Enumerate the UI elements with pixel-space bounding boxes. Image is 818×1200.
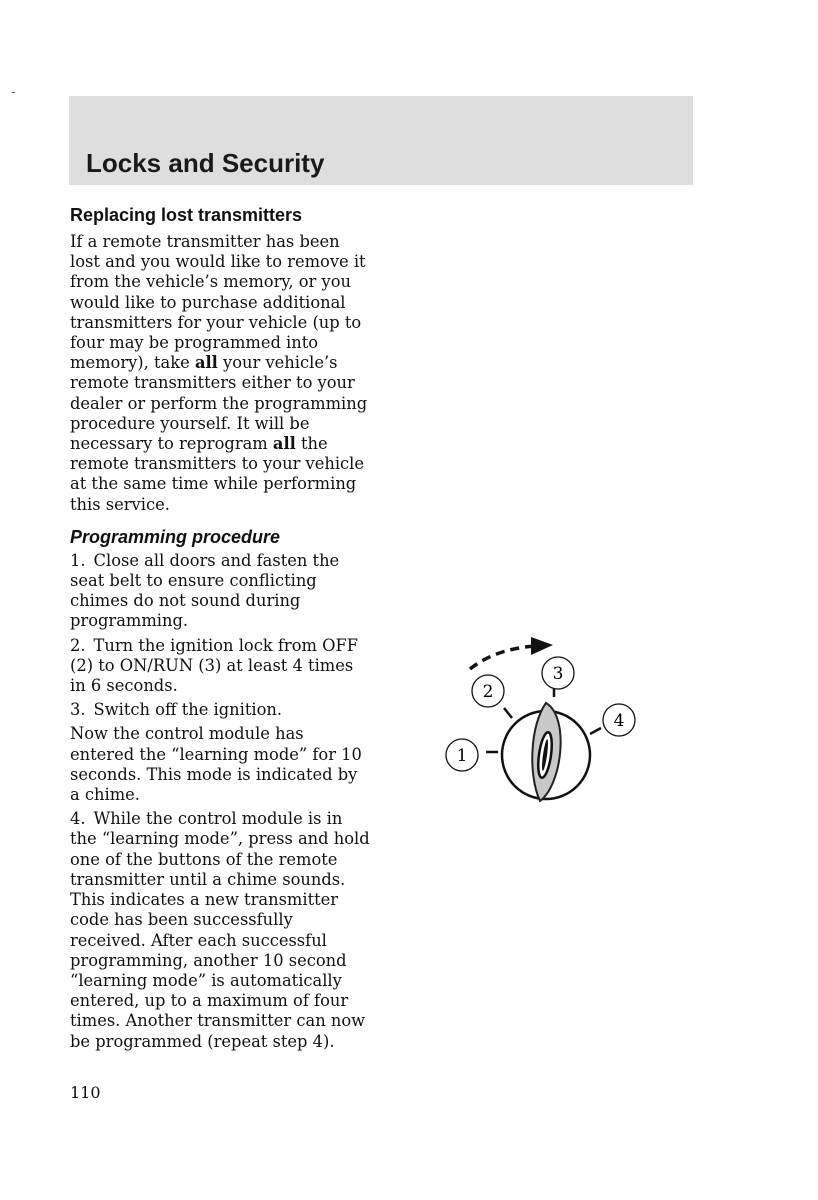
step-number: 4. — [70, 809, 86, 829]
ignition-lock-diagram — [430, 625, 660, 815]
callout-1 — [446, 739, 478, 771]
position-tick-4 — [590, 728, 601, 734]
paragraph-text: your vehicle’s remote transmitters either to your dealer or perform the programming procedure yourself. It will be necessary to reprogram — [70, 353, 368, 454]
callout-label: 4 — [613, 711, 625, 731]
step-number: 3. — [70, 700, 86, 720]
position-tick-2 — [504, 708, 512, 718]
callout-2 — [472, 675, 504, 707]
heading-programming-procedure: Programming procedure — [70, 526, 281, 547]
arrow-head-icon — [531, 637, 553, 655]
step-3 — [70, 700, 370, 720]
callout-label: 2 — [482, 682, 494, 702]
emphasis-all: all — [272, 434, 296, 454]
paragraph-text: the remote transmitters to your vehicle at the same time while performing this service. — [70, 434, 365, 514]
step-text: Switch off the ignition. — [93, 700, 283, 720]
step-2 — [70, 636, 370, 697]
page-title: Locks and Security — [86, 148, 325, 178]
ignition-lock-icon — [502, 703, 590, 801]
learning-mode-note: Now the control module has entered the “learning mode” for 10 seconds. This mode is indicated by a chime. — [70, 724, 362, 805]
paragraph-text: If a remote transmitter has been lost and you would like to remove it from the vehicle’s memory, or you would like to purchase additional transmitters for your vehicle (up to four may be programmed into memory), take — [70, 232, 366, 373]
step-1 — [70, 551, 370, 632]
callout-label: 3 — [552, 664, 564, 684]
step-number: 2. — [70, 635, 86, 655]
step-text: Turn the ignition lock from OFF (2) to ON/RUN (3) at least 4 times in 6 seconds. — [70, 635, 359, 696]
text-column — [70, 203, 370, 1052]
step-4 — [70, 809, 370, 1051]
callout-4 — [603, 704, 635, 736]
paragraph-replacing — [70, 232, 370, 515]
section-header-band — [69, 96, 693, 185]
page-number: 110 — [70, 1083, 101, 1102]
callout-3 — [542, 657, 574, 689]
scan-mark — [12, 92, 15, 93]
callout-label: 1 — [456, 746, 468, 766]
emphasis-all: all — [194, 353, 218, 373]
heading-replacing-lost-transmitters: Replacing lost transmitters — [70, 205, 303, 225]
step-number: 1. — [70, 550, 86, 570]
rotation-arrow — [470, 646, 535, 669]
step-text: Close all doors and fasten the seat belt to ensure conflicting chimes do not sound during programming. — [70, 550, 340, 631]
step-text: While the control module is in the “learning mode”, press and hold one of the buttons of the remote transmitter until a chime sounds. This indicates a new transmitter code has been successfully received. After each successful programming, another 10 second “learning mode” is automatically entered, up to a maximum of four times. Another transmitter can now be programmed (repeat step 4). — [70, 809, 370, 1051]
